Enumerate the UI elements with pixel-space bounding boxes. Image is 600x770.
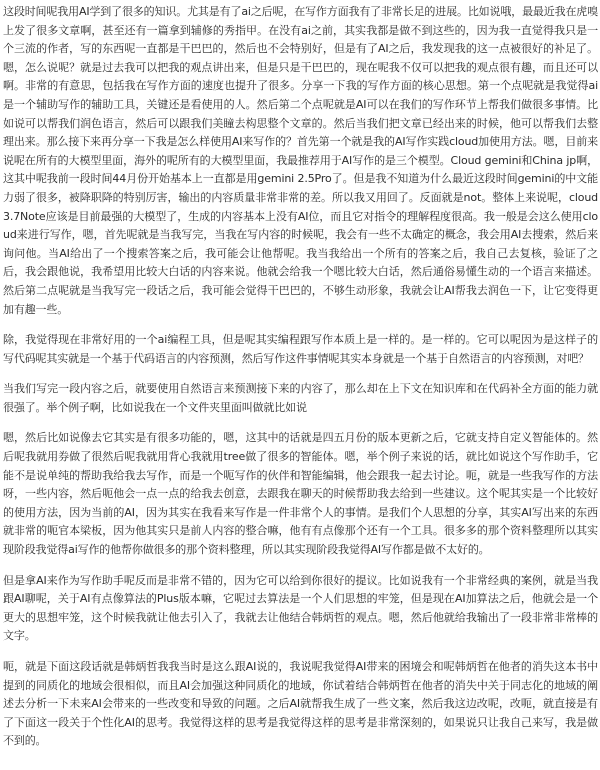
paragraph-writing-assistant: 但是拿AI来作为写作助手呢反而是非常不错的，因为它可以给到你很好的提议。比如说我有一个非常经典的案例，就是当我跟AI聊呢，关于AI有点像算法的Plus版本嘛，它呢过去算法是一个人们思想的牢笼，但是现在AI加算法之后，他就会是一个更大的思想牢笼，这个时候我就让他去引入了，我就去让他结合韩炳哲的观点。嗯，然后他就给我输出了一段非常非常棒的文字。 (3, 573, 598, 643)
paragraph-context-prediction: 当我们写完一段内容之后，就要使用自然语言来预测接下来的内容了，那么却在上下文在知识库和在代码补全方面的能力就很强了。举个例子啊，比如说我在一个文件夹里面叫做就比如说 (3, 382, 598, 414)
paragraph-coding-vs-writing: 除，我觉得现在非常好用的一个ai编程工具，但是呢其实编程跟写作本质上是一样的。是一样的。它可以呢因为是这样子的写代码呢其实就是一个基于代码语言的内容预测，然后写作这件事情呢其实本身就是一个基于自然语言的内容预测，对吧？ (3, 333, 598, 365)
paragraph-han-byung-chul: 呃，就是下面这段话就是韩炳哲我我当时是这么跟AI说的，我说呢我觉得AI带来的困境会和呢韩炳哲在他者的消失这本书中提到的同质化的地域会很相似，而且AI会加强这种同质化的地域，你试着结合韩炳哲在他者的消失中关于同志化的地域的阐述去分析一下未来AI会带来的一些改变和导致的问题。之后AI就帮我生成了一些文案，然后我这边改呢，改呃，就直接是有了下面这一段关于个性化AI的思考。我觉得这样的思考是我觉得这样的思考是非常深刻的，如果说只让我自己来写，我是做不到的。 (3, 660, 598, 748)
paragraph-custom-agents: 嗯，然后比如说像去它其实是有很多功能的，嗯，这其中的话就是四五月份的版本更新之后，它就支持自定义智能体的。然后呢我就用券做了很然后呢我就用背心我就用tree做了很多的智能体。嗯，举个例子来说的话，就比如说这个写作助手，它能不是说单纯的帮助我给我去写作，而是一个呃写作的伙伴和智能编辑，他会跟我一起去讨论。呃，就是一些我写作的方法呀，一些内容，然后呃他会一点一点的给我去创意，去跟我在聊天的时候帮助我去给到一些建议。这个呢其实是一个比较好的使用方法，因为当前的AI，因为其实在我看来写作是一件非常个人的事情。是我们个人思想的分享，其实AI写出来的东西就非常的呃官本梁板，因为他其实只是前人内容的整合嘛，他有有点像那个还有一个工具。很多多的那个资料整理所以其实现阶段我觉得ai写作的他帮你做很多的那个资料整理，所以其实现阶段我觉得AI写作都是做不太好的。 (3, 431, 598, 557)
paragraph-ai-writing-practice: 这段时间呢我用AI学到了很多的知识。尤其是有了ai之后呢，在写作方面我有了非常长足的进展。比如说哦，最最近我在虎嗅上发了很多文章啊，甚至还有一篇拿到辅修的秀指甲。在没有ai之前，其实我都是做不到这些的，因为我一直觉得我只是一个三流的作者，写的东西呢一直都是干巴巴的，然后也不会特别好，但是有了AI之后，我发现我的这一点被很好的补足了。嗯，怎么说呢？就是过去我可以把我的观点讲出来，但是只是干巴巴的，现在呢我不仅可以把我的观点很有趣，而且还可以啊。非常的有意思，包括我在写作方面的速度也提升了很多。分享一下我的写作方面的核心思想。第一个点呢就是我觉得ai是一个辅助写作的辅助工具，关键还是看使用的人。然后第二个点呢就是AI可以在我们的写作环节上帮我们做很多事情。比如说可以帮我们润色语言，然后可以跟我们美瞳去构思整个文章的。然后当我们把文章已经出来的时候，他可以帮我们去整理出来。那么接下来再分享一下我是怎么样使用AI来写作的？首先第一个就是我的AI写作实践cloud加使用方法。嗯，目前来说呢在所有的大模型里面，海外的呢所有的大模型里面，我最推荐用于AI写作的是三个模型。Cloud gemini和China jp啊，这其中呢我前一段时间44月份开始基本上一直都是用gemini 2.5Pro了。但是我不知道为什么最近这段时间gemini的中文能力弱了很多，被降职降的特别厉害，输出的内容质量非常非常的差。所以我又用回了。反面就是not。整体上来说呢，cloud 3.7Note应该是目前最强的大模型了，生成的内容基本上没有AI位，而且它对指令的理解程度很高。我一般是会这么使用cloud来进行写作，嗯，首先呢就是当我写完，当我在写内容的时候呢，我会有一些不太确定的概念，我会用AI去搜索，然后来询问他。当AI给出了一个搜索答案之后，我可能会让他帮呢。我当我给出一个所有的答案之后，我自己去复核，验证了之后，我会跟他说，我希望用比较大白话的内容来说。他就会给我一个嗯比较大白话，然后通俗易懂生动的一个语言来描述。然后第二点呢就是当我写完一段话之后，我可能会觉得干巴巴的，不够生动形象，我就会让AI帮我去润色一下，让它变得更加有趣一些。 (3, 5, 599, 316)
